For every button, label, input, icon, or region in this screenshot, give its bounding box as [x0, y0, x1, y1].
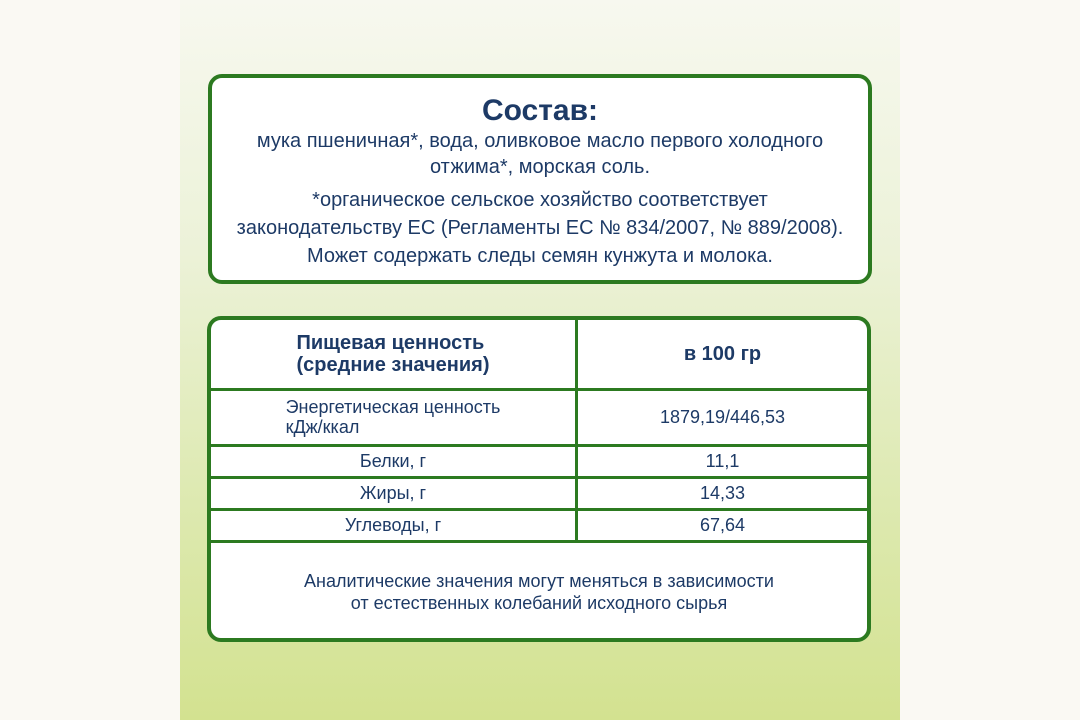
note-line-3: Может содержать следы семян кунжута и молока. — [307, 245, 773, 267]
table-row — [211, 446, 867, 478]
table-header-row — [211, 320, 867, 390]
header-per-100g: в 100 гр — [577, 320, 868, 390]
table-row — [211, 390, 867, 446]
table-row — [211, 510, 867, 542]
ingredients-line-1: мука пшеничная*, вода, оливковое масло первого холодного — [256, 130, 824, 152]
note-line-1: *органическое сельское хозяйство соответствует — [312, 189, 768, 211]
energy-label-line2: кДж/ккал — [285, 417, 360, 437]
nutrition-card — [207, 316, 871, 642]
row-label-fat: Жиры, г — [211, 478, 577, 510]
row-value-fat: 14,33 — [577, 478, 868, 510]
row-label-energy — [211, 390, 577, 446]
nutrition-table — [211, 320, 867, 543]
organic-note — [212, 186, 868, 270]
note-line-2: законодательству ЕС (Регламенты ЕС № 834/2007, № 889/2008). — [236, 217, 844, 239]
ingredients-text — [212, 128, 868, 180]
row-value-carbs: 67,64 — [577, 510, 868, 542]
analytics-footnote — [211, 543, 867, 614]
row-label-protein: Белки, г — [211, 446, 577, 478]
row-value-protein: 11,1 — [577, 446, 868, 478]
energy-label-line1: Энергетическая ценность — [285, 397, 501, 417]
footnote-line-1: Аналитические значения могут меняться в зависимости — [304, 571, 774, 591]
footnote-line-2: от естественных колебаний исходного сырья — [350, 593, 728, 613]
row-label-carbs: Углеводы, г — [211, 510, 577, 542]
table-row — [211, 478, 867, 510]
ingredients-line-2: отжима*, морская соль. — [429, 156, 651, 178]
row-value-energy: 1879,19/446,53 — [577, 390, 868, 446]
composition-card — [208, 74, 872, 284]
header-col1-line2: (средние значения) — [296, 354, 490, 376]
composition-title: Состав: — [481, 94, 599, 127]
header-col1-line1: Пищевая ценность — [296, 332, 485, 354]
header-nutritional-value — [211, 320, 577, 390]
